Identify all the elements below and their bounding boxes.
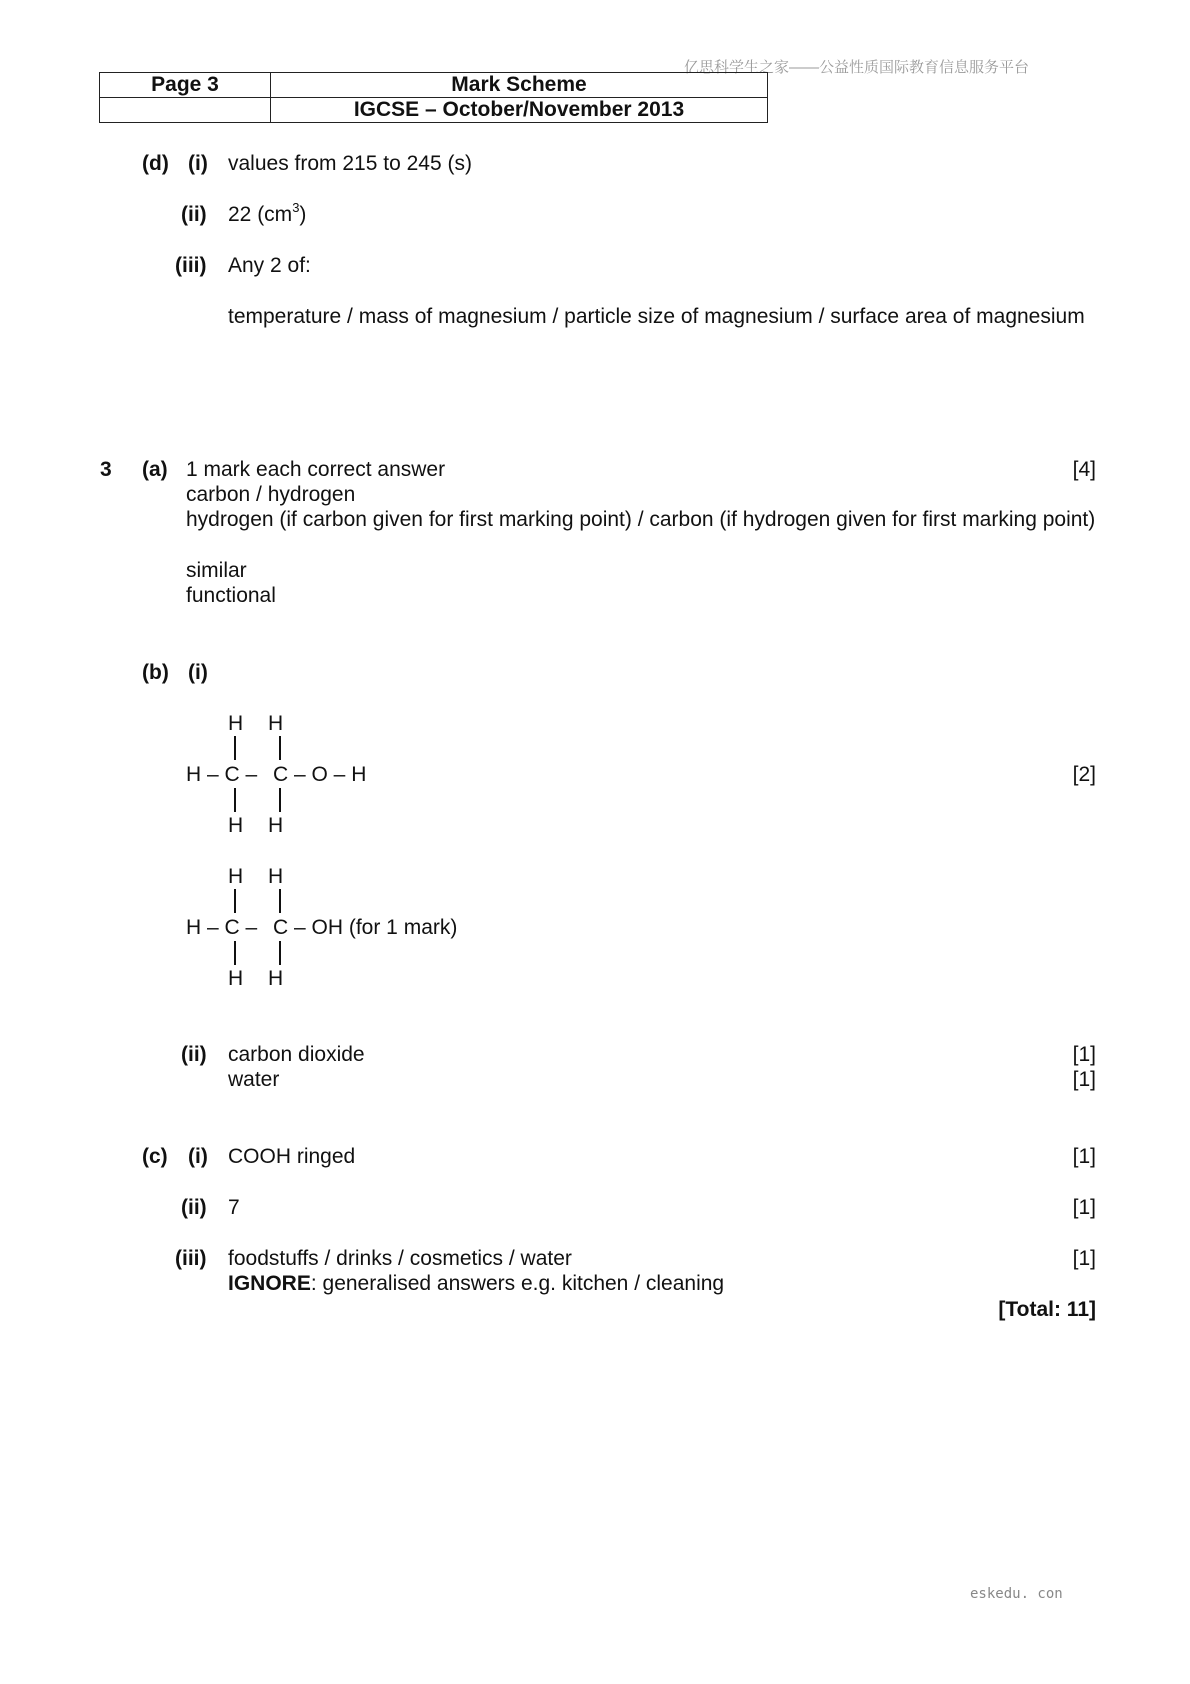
- bond-vertical: [234, 941, 236, 965]
- bond-vertical: [234, 889, 236, 913]
- q2d-iii-detail: temperature / mass of magnesium / particle size of magnesium / surface area of magnesium: [228, 305, 1085, 328]
- structure1-right: C – O – H: [273, 763, 367, 786]
- q2d-part-label: (d): [142, 152, 169, 175]
- atom-h-top-2: H: [268, 712, 284, 735]
- bond-vertical: [279, 941, 281, 965]
- page-label: Page 3: [100, 73, 271, 98]
- q3c-i-mark: [1]: [1072, 1145, 1096, 1168]
- q3-number: 3: [100, 458, 112, 481]
- footer-site: eskedu. con: [970, 1586, 1063, 1602]
- q2d-ii-text: 22 (cm: [228, 203, 293, 226]
- header-subtitle: IGCSE – October/November 2013: [271, 98, 768, 123]
- q3b-ii-line-1: carbon dioxide: [228, 1043, 365, 1066]
- q3a-mark: [4]: [1072, 458, 1096, 481]
- q3a-line-2: carbon / hydrogen: [186, 483, 356, 506]
- q3b-label: (b): [142, 661, 169, 684]
- q2d-iii-label: (iii): [175, 254, 207, 277]
- q2d-ii-close: ): [299, 203, 307, 226]
- q3b-i-label: (i): [188, 661, 208, 684]
- q2d-ii-answer: [228, 202, 306, 227]
- q3a-label: (a): [142, 458, 168, 481]
- atom-h-top-1: H: [228, 712, 244, 735]
- header-table: [99, 72, 768, 123]
- q3a-line-5: functional: [186, 584, 276, 607]
- ignore-label: IGNORE: [228, 1272, 311, 1295]
- q3c-i-label: (i): [188, 1145, 208, 1168]
- q3c-iii-text: foodstuffs / drinks / cosmetics / water: [228, 1247, 572, 1270]
- bond-vertical: [234, 736, 236, 760]
- watermark: 亿思科学生之家——公益性质国际教育信息服务平台: [684, 59, 1030, 76]
- atom-h-top-1: H: [228, 865, 244, 888]
- structure1-mark: [2]: [1072, 763, 1096, 786]
- header-empty-cell: [100, 98, 271, 123]
- q3a-line-3: hydrogen (if carbon given for first marking point) / carbon (if hydrogen given for first marking point): [186, 508, 1096, 531]
- q2d-iii-text: Any 2 of:: [228, 254, 311, 277]
- structure1-left: H – C –: [186, 763, 258, 786]
- q2d-ii-label: (ii): [181, 203, 207, 226]
- structure2-left: H – C –: [186, 916, 258, 939]
- q2d-i-text: values from 215 to 245 (s): [228, 152, 472, 175]
- bond-vertical: [279, 889, 281, 913]
- header-title: Mark Scheme: [271, 73, 768, 98]
- q3b-ii-mark-2: [1]: [1072, 1068, 1096, 1091]
- atom-h-bottom-2: H: [268, 967, 284, 990]
- q3c-ii-mark: [1]: [1072, 1196, 1096, 1219]
- q3c-ii-label: (ii): [181, 1196, 207, 1219]
- q3c-iii-mark: [1]: [1072, 1247, 1096, 1270]
- total-marks: [Total: 11]: [998, 1298, 1096, 1321]
- atom-h-bottom-2: H: [268, 814, 284, 837]
- atom-h-bottom-1: H: [228, 814, 244, 837]
- ignore-text: : generalised answers e.g. kitchen / cleaning: [310, 1272, 725, 1295]
- q2d-i-label: (i): [188, 152, 208, 175]
- q2d-ii-sup: 3: [292, 200, 300, 215]
- q3b-ii-label: (ii): [181, 1043, 207, 1066]
- bond-vertical: [279, 736, 281, 760]
- q3a-line-4: similar: [186, 559, 247, 582]
- q3c-ii-text: 7: [228, 1196, 240, 1219]
- q3c-label: (c): [142, 1145, 168, 1168]
- q3c-iii-label: (iii): [175, 1247, 207, 1270]
- bond-vertical: [279, 788, 281, 812]
- atom-h-top-2: H: [268, 865, 284, 888]
- q3c-i-text: COOH ringed: [228, 1145, 356, 1168]
- q3a-line-1: 1 mark each correct answer: [186, 458, 446, 481]
- q3c-ignore-line: [228, 1271, 724, 1296]
- q3b-ii-line-2: water: [228, 1068, 280, 1091]
- bond-vertical: [234, 788, 236, 812]
- atom-h-bottom-1: H: [228, 967, 244, 990]
- structure2-right: C – OH (for 1 mark): [273, 916, 458, 939]
- q3b-ii-mark-1: [1]: [1072, 1043, 1096, 1066]
